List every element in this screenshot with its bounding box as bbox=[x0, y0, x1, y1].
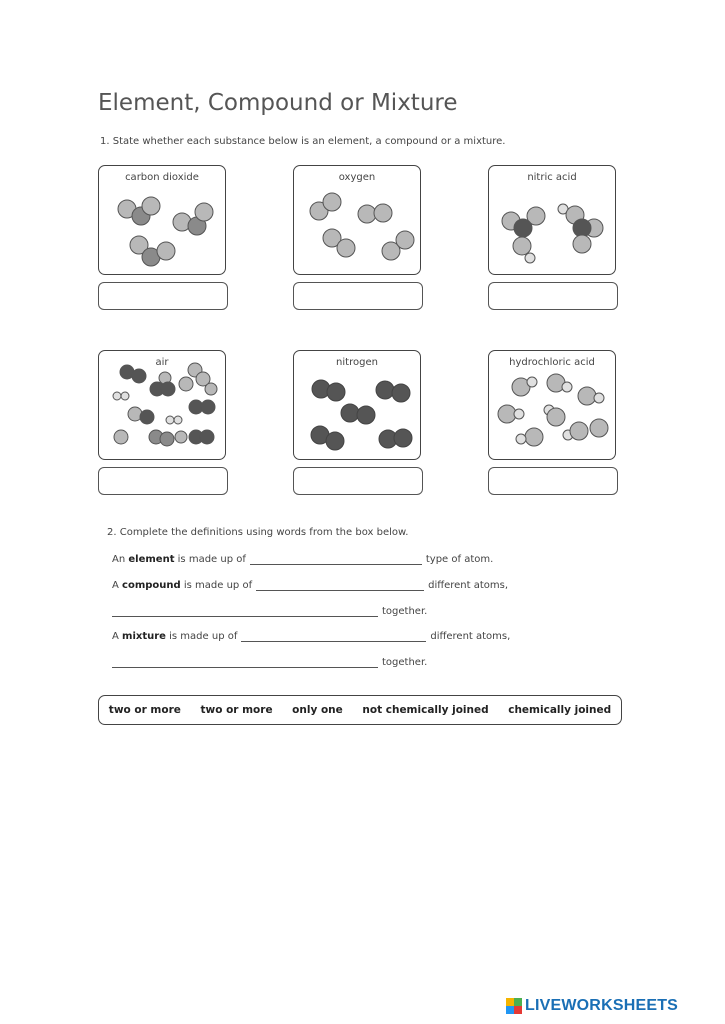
air-molecules-illustration bbox=[99, 351, 227, 461]
answer-nitric-acid[interactable] bbox=[488, 282, 618, 310]
def-mid: is made up of bbox=[183, 580, 253, 591]
footer-brand bbox=[506, 997, 678, 1015]
page-title: Element, Compound or Mixture bbox=[98, 90, 458, 116]
answer-air[interactable] bbox=[98, 467, 228, 495]
def-pre: An bbox=[112, 554, 126, 565]
def-post: together. bbox=[382, 657, 428, 668]
panel-label: nitric acid bbox=[527, 172, 577, 183]
definition-mixture bbox=[112, 631, 510, 642]
word-bank-item[interactable]: only one bbox=[292, 704, 343, 716]
liveworksheets-logo-icon bbox=[506, 998, 522, 1014]
panel-hydrochloric-acid bbox=[488, 350, 616, 460]
panel-oxygen bbox=[293, 165, 421, 275]
brand-name: LIVEWORKSHEETS bbox=[525, 997, 679, 1014]
definition-element bbox=[112, 554, 493, 565]
blank-compound-1[interactable] bbox=[256, 580, 424, 591]
def-post: different atoms, bbox=[430, 631, 511, 642]
panel-label: hydrochloric acid bbox=[509, 357, 595, 368]
word-bank bbox=[98, 695, 622, 725]
blank-mixture-1[interactable] bbox=[241, 631, 426, 642]
def-pre: A bbox=[112, 631, 119, 642]
term-mixture: mixture bbox=[122, 631, 166, 642]
word-bank-item[interactable]: two or more bbox=[108, 704, 181, 716]
term-element: element bbox=[128, 554, 175, 565]
word-bank-item[interactable]: not chemically joined bbox=[362, 704, 489, 716]
answer-nitrogen[interactable] bbox=[293, 467, 423, 495]
nitrogen-molecules-illustration bbox=[294, 351, 422, 461]
nitric-acid-molecules-illustration bbox=[489, 166, 617, 276]
answer-carbon-dioxide[interactable] bbox=[98, 282, 228, 310]
oxygen-molecules-illustration bbox=[294, 166, 422, 276]
question-1: 1. State whether each substance below is an element, a compound or a mixture. bbox=[100, 136, 506, 147]
answer-oxygen[interactable] bbox=[293, 282, 423, 310]
question-2: 2. Complete the definitions using words from the box below. bbox=[107, 527, 409, 538]
def-post: different atoms, bbox=[428, 580, 509, 591]
panel-air bbox=[98, 350, 226, 460]
carbon-dioxide-molecules-illustration bbox=[99, 166, 227, 276]
answer-hydrochloric-acid[interactable] bbox=[488, 467, 618, 495]
panel-nitric-acid bbox=[488, 165, 616, 275]
panel-nitrogen bbox=[293, 350, 421, 460]
definition-mixture-cont bbox=[108, 657, 427, 668]
blank-element[interactable] bbox=[250, 554, 422, 565]
word-bank-item[interactable]: two or more bbox=[200, 704, 273, 716]
def-pre: A bbox=[112, 580, 119, 591]
panel-label: air bbox=[155, 357, 169, 368]
panel-label: carbon dioxide bbox=[125, 172, 199, 183]
def-post: together. bbox=[382, 606, 428, 617]
panel-label: oxygen bbox=[338, 172, 376, 183]
blank-compound-2[interactable] bbox=[112, 606, 378, 617]
def-mid: is made up of bbox=[177, 554, 246, 565]
hydrochloric-acid-molecules-illustration bbox=[489, 351, 617, 461]
def-post: type of atom. bbox=[425, 554, 494, 565]
panel-carbon-dioxide bbox=[98, 165, 226, 275]
panel-label: nitrogen bbox=[336, 357, 378, 368]
blank-mixture-2[interactable] bbox=[112, 657, 378, 668]
def-mid: is made up of bbox=[169, 631, 238, 642]
word-bank-item[interactable]: chemically joined bbox=[508, 704, 612, 716]
definition-compound-cont bbox=[108, 606, 427, 617]
term-compound: compound bbox=[122, 580, 181, 591]
definition-compound bbox=[112, 580, 508, 591]
